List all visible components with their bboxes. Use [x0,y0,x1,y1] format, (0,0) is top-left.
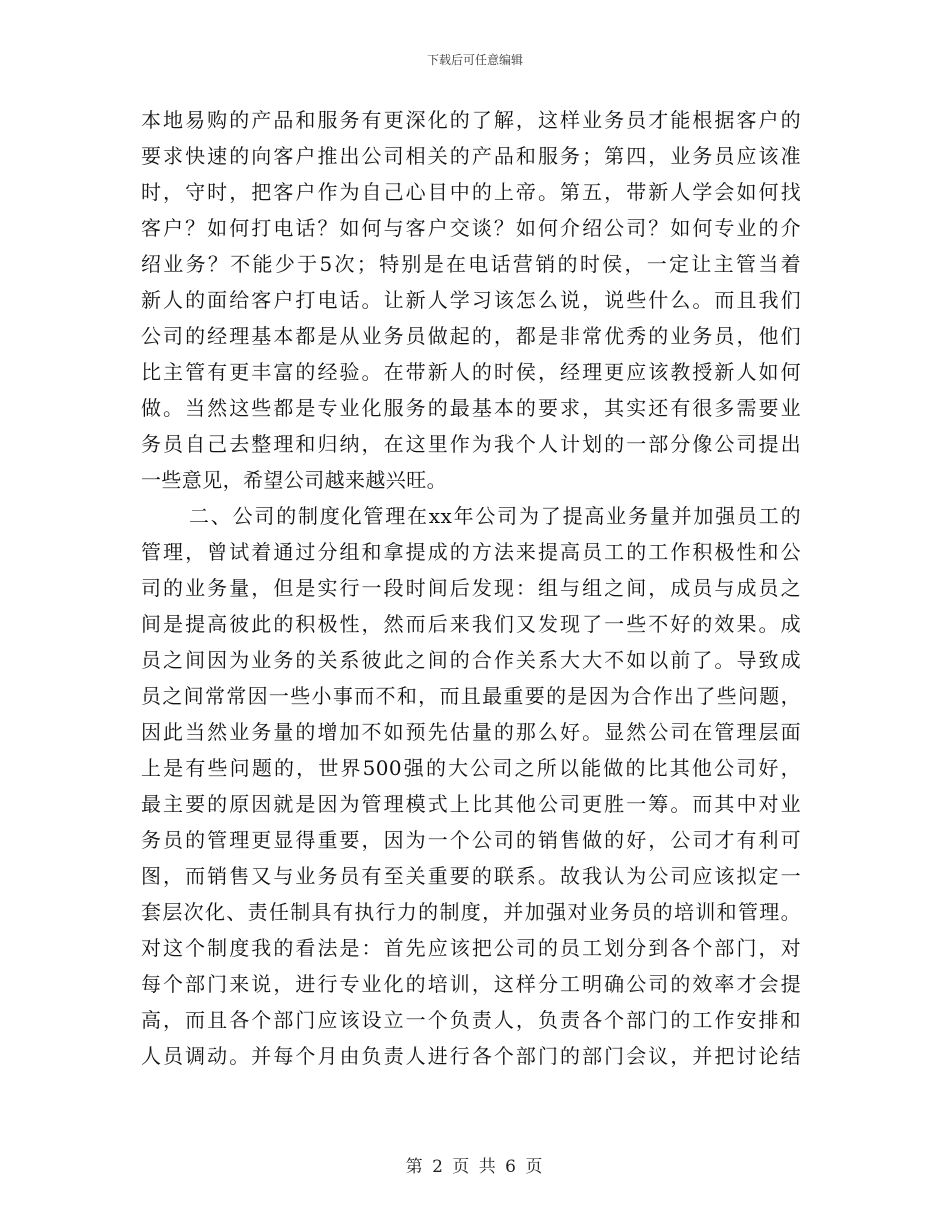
text-line: 务员的管理更显得重要，因为一个公司的销售做的好，公司才有利可 [141,828,801,852]
text-line: 务员自己去整理和归纳，在这里作为我个人计划的一部分像公司提出 [141,432,801,456]
text-line: 公司的经理基本都是从业务员做起的，都是非常优秀的业务员，他们 [141,324,801,348]
text-line: 间是提高彼此的积极性，然而后来我们又发现了一些不好的效果。成 [141,612,801,636]
text-line: 上是有些问题的，世界500强的大公司之所以能做的比其他公司好， [141,756,801,780]
text-line: 新人的面给客户打电话。让新人学习该怎么说，说些什么。而且我们 [141,288,801,312]
text-line: 比主管有更丰富的经验。在带新人的时侯，经理更应该教授新人如何 [141,360,801,384]
text-line: 高，而且各个部门应该设立一个负责人，负责各个部门的工作安排和 [141,1008,801,1032]
text-line: 做。当然这些都是专业化服务的最基本的要求，其实还有很多需要业 [141,396,801,420]
text-line: 图，而销售又与业务员有至关重要的联系。故我认为公司应该拟定一 [141,864,801,888]
text-line: 要求快速的向客户推出公司相关的产品和服务；第四，业务员应该准 [141,144,801,168]
text-line: 对这个制度我的看法是：首先应该把公司的员工划分到各个部门，对 [141,936,801,960]
text-line: 员之间常常因一些小事而不和，而且最重要的是因为合作出了些问题， [141,684,801,708]
text-line: 套层次化、责任制具有执行力的制度，并加强对业务员的培训和管理。 [141,900,801,924]
text-line: 客户？如何打电话？如何与客户交谈？如何介绍公司？如何专业的介 [141,216,801,240]
text-line: 司的业务量，但是实行一段时间后发现：组与组之间，成员与成员之 [141,576,801,600]
text-line: 最主要的原因就是因为管理模式上比其他公司更胜一筹。而其中对业 [141,792,801,816]
text-line: 管理，曾试着通过分组和拿提成的方法来提高员工的工作积极性和公 [141,540,801,564]
text-line: 一些意见，希望公司越来越兴旺。 [141,468,447,492]
text-line: 因此当然业务量的增加不如预先估量的那么好。显然公司在管理层面 [141,720,801,744]
text-line: 人员调动。并每个月由负责人进行各个部门的部门会议，并把讨论结 [141,1044,801,1068]
text-line: 本地易购的产品和服务有更深化的了解，这样业务员才能根据客户的 [141,108,801,132]
paragraph-first-line: 二、公司的制度化管理在xx年公司为了提高业务量并加强员工的 [189,504,801,528]
page-number-footer: 第 2 页 共 6 页 [405,1157,545,1177]
text-line: 员之间因为业务的关系彼此之间的合作关系大大不如以前了。导致成 [141,648,801,672]
text-line: 时，守时，把客户作为自己心目中的上帝。第五，带新人学会如何找 [141,180,801,204]
text-line: 绍业务？不能少于5次；特别是在电话营销的时侯，一定让主管当着 [141,252,801,276]
text-line: 每个部门来说，进行专业化的培训，这样分工明确公司的效率才会提 [141,972,801,996]
page-header: 下载后可任意编辑 [426,53,523,67]
